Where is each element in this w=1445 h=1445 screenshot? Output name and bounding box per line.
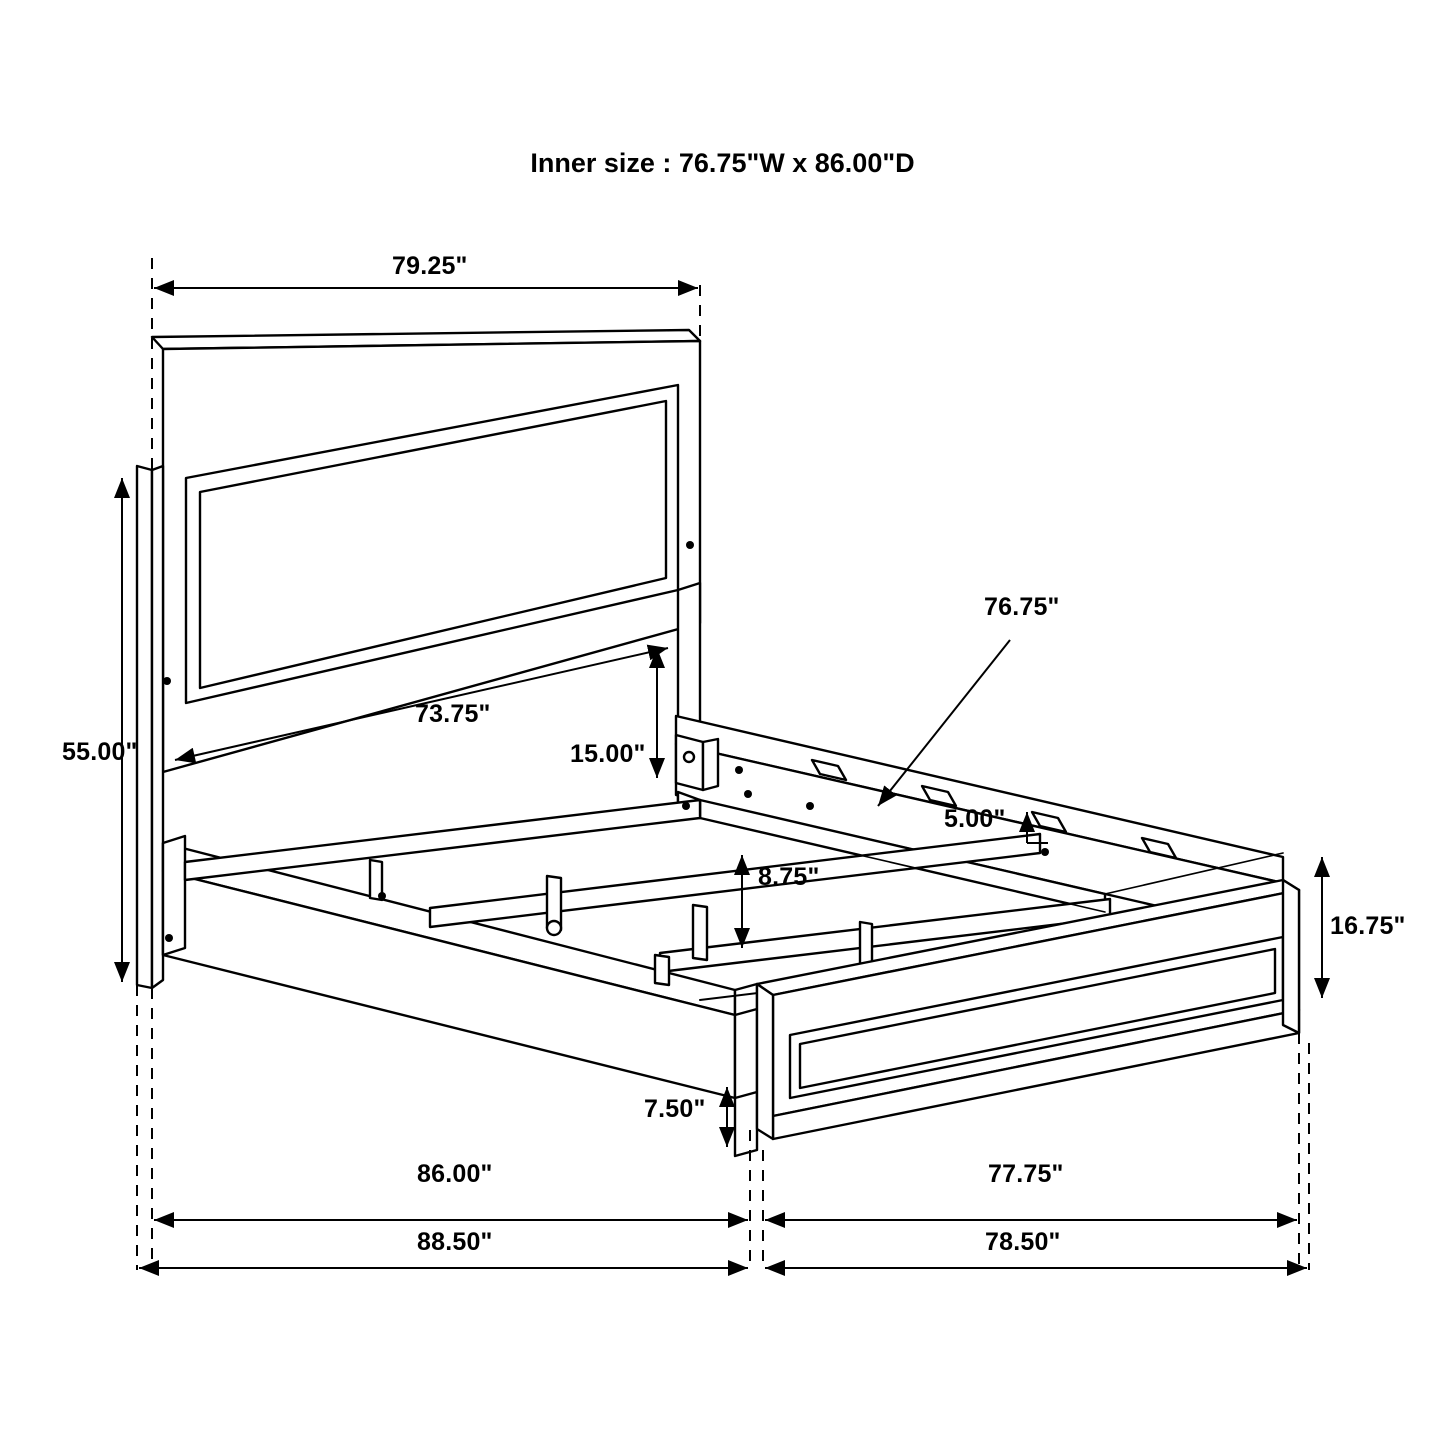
dim-footboard-clearance: 7.50" bbox=[644, 1095, 706, 1123]
dim-footboard-inner-width: 77.75" bbox=[988, 1160, 1064, 1188]
dim-overall-depth: 88.50" bbox=[417, 1228, 493, 1256]
dim-slat-thickness: 5.00" bbox=[944, 805, 1006, 833]
bed-geometry bbox=[137, 330, 1299, 1156]
diagram-title: Inner size : 76.75"W x 86.00"D bbox=[530, 148, 915, 178]
dim-footboard-height: 16.75" bbox=[1330, 912, 1406, 940]
dim-overall-height: 55.00" bbox=[62, 738, 138, 766]
dim-inner-depth: 86.00" bbox=[417, 1160, 493, 1188]
dim-headboard-rail-gap: 15.00" bbox=[570, 740, 646, 768]
dim-headboard-panel-width: 73.75" bbox=[415, 700, 491, 728]
dim-headboard-width: 79.25" bbox=[392, 252, 468, 280]
dim-footboard-outer-width: 78.50" bbox=[985, 1228, 1061, 1256]
dim-rail-floor-height: 8.75" bbox=[758, 863, 820, 891]
dim-inner-width: 76.75" bbox=[984, 593, 1060, 621]
